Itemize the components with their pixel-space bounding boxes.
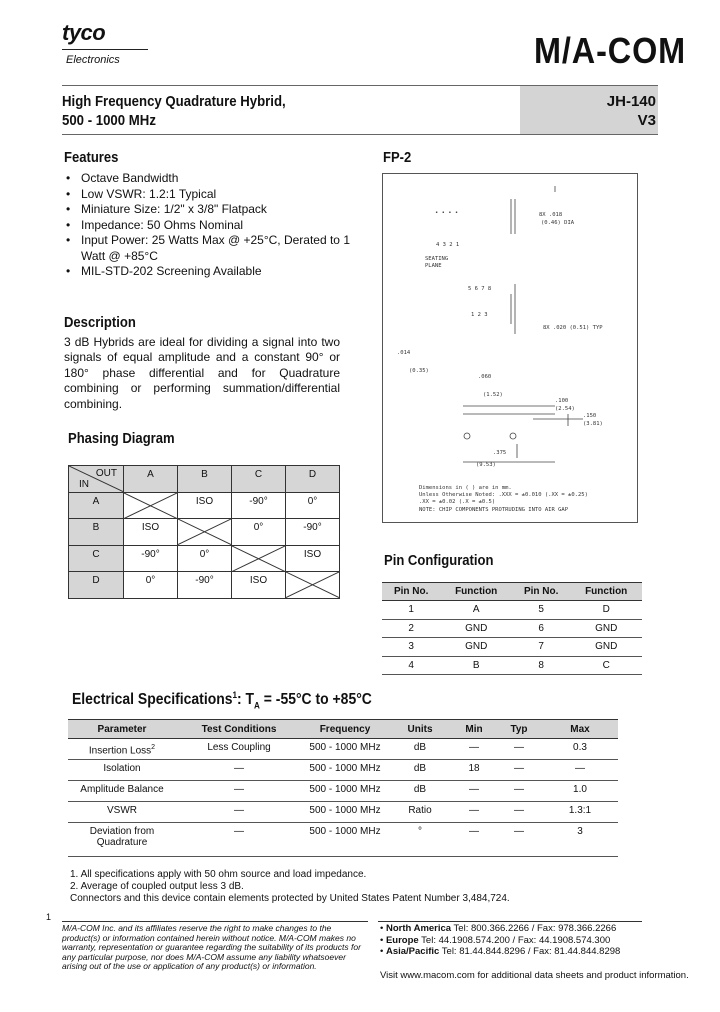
- electrical-cell-cond: Less Coupling: [176, 739, 302, 760]
- pin-config-table: [382, 582, 642, 675]
- electrical-cell-max: 3: [542, 823, 618, 857]
- phasing-row-header: C: [69, 545, 124, 572]
- dim-375: .375: [493, 450, 507, 456]
- pin-mark: [510, 433, 516, 439]
- phasing-diagonal-cell: [124, 492, 178, 519]
- note-line: 2. Average of coupled output less 3 dB.: [70, 881, 244, 892]
- pin-diameter-mm: (0.46) DIA: [541, 220, 575, 226]
- phasing-diagonal-cell: [178, 519, 232, 546]
- plane-label: PLANE: [425, 263, 442, 269]
- region-name: Asia/Pacific: [385, 946, 440, 958]
- electrical-row: [68, 802, 618, 823]
- electrical-heading: [72, 690, 372, 710]
- phasing-corner-cell: [69, 466, 124, 493]
- footer-visit: Visit www.macom.com for additional data sheets and product information.: [380, 970, 689, 981]
- pin-cell: GND: [440, 638, 512, 657]
- feature-item: • Miniature Size: 1/2" x 3/8" Flatpack: [64, 202, 354, 218]
- feature-item: • Low VSWR: 1.2:1 Typical: [64, 187, 354, 203]
- phasing-cell: -90°: [124, 545, 178, 572]
- product-title: [62, 92, 286, 130]
- electrical-cell-typ: —: [496, 739, 542, 760]
- electrical-cell-min: —: [452, 781, 496, 802]
- pin-col-header: Pin No.: [382, 583, 440, 601]
- phasing-row-header: A: [69, 492, 124, 519]
- electrical-cell-freq: 500 - 1000 MHz: [302, 781, 388, 802]
- phasing-cell: 0°: [286, 492, 340, 519]
- seating-label: SEATING: [425, 256, 449, 262]
- electrical-cell-max: 1.0: [542, 781, 618, 802]
- parameter-name: VSWR: [107, 805, 137, 816]
- electrical-cell-typ: —: [496, 802, 542, 823]
- electrical-cell-units: °: [388, 823, 452, 857]
- region-name: North America: [385, 923, 452, 934]
- part-number-box: [520, 86, 658, 134]
- phasing-row: [69, 519, 340, 546]
- electrical-row: [68, 760, 618, 781]
- parameter-name: Deviation from Quadrature: [89, 826, 155, 848]
- pin-row-top: 5 6 7 8: [468, 286, 492, 292]
- phasing-cell: ISO: [232, 572, 286, 599]
- electrical-heading-temp: : T: [237, 691, 255, 709]
- feature-item: • Input Power: 25 Watts Max @ +25°C, Derated to 1 Watt @ +85°C: [64, 233, 354, 264]
- note-line: Connectors and this device contain elements protected by United States Patent Number 3,484,724.: [70, 893, 510, 904]
- electrical-row: [68, 739, 618, 760]
- electrical-cell-cond: —: [176, 781, 302, 802]
- electrical-col-header: Typ: [496, 720, 542, 739]
- dim-035: (0.35): [409, 368, 429, 374]
- electrical-cell-units: dB: [388, 739, 452, 760]
- region-contact: Tel: 800.366.2266 / Fax: 978.366.2266: [453, 923, 617, 934]
- contact-line: • Asia/Pacific Tel: 81.44.844.8296 / Fax: 81.44.844.8298: [380, 946, 621, 958]
- electrical-cell-cond: —: [176, 760, 302, 781]
- electrical-cell-max: 1.3:1: [542, 802, 618, 823]
- electrical-cell-typ: —: [496, 760, 542, 781]
- part-number: JH-140: [606, 93, 656, 110]
- phasing-col-header: A: [124, 466, 178, 493]
- contact-line: • Europe Tel: 44.1908.574.200 / Fax: 44.1908.574.300: [380, 934, 611, 946]
- electrical-heading-sub: A: [254, 700, 260, 711]
- pin-row: [382, 601, 642, 620]
- description-heading: Description: [64, 315, 136, 331]
- phasing-header-row: [69, 466, 340, 493]
- dim-100: .100: [555, 398, 569, 404]
- phasing-row-header: D: [69, 572, 124, 599]
- macom-logo: M/A-COM: [534, 30, 687, 71]
- phasing-cell: -90°: [178, 572, 232, 599]
- electrical-col-header: Test Conditions: [176, 720, 302, 739]
- electrical-cell-min: —: [452, 739, 496, 760]
- phasing-diagonal-cell: [286, 572, 340, 599]
- footer-disclaimer: M/A-COM Inc. and its affiliates reserve the right to make changes to the product(s) or information contained herein without notice. M/A-COM makes no warranty, representation or guarantee regarding the suitability of its products for any particular purpose, nor does M/A-COM assume any liability whatsoever arising out of the use or application of any product(s) or information.: [62, 923, 361, 972]
- electrical-cell-units: dB: [388, 781, 452, 802]
- features-list: [64, 171, 354, 280]
- parameter-name: Amplitude Balance: [80, 784, 164, 795]
- phasing-row: [69, 545, 340, 572]
- phasing-cell: ISO: [286, 545, 340, 572]
- electrical-cell-freq: 500 - 1000 MHz: [302, 802, 388, 823]
- parameter-name: Insertion Loss: [88, 745, 152, 757]
- dim-060: .060: [478, 374, 492, 380]
- electrical-cell-units: dB: [388, 760, 452, 781]
- dim-caption-1: Dimensions in ( ) are in mm.: [419, 485, 512, 491]
- phasing-col-header: B: [178, 466, 232, 493]
- feature-item: • Impedance: 50 Ohms Nominal: [64, 218, 354, 234]
- pin-cell: C: [570, 656, 642, 675]
- pin-config-heading: Pin Configuration: [384, 553, 494, 569]
- phasing-table: [68, 465, 340, 599]
- pin-row: [382, 638, 642, 657]
- lead-width-label: 8X .020 (0.51) TYP: [543, 325, 603, 331]
- pin-row: [382, 619, 642, 638]
- product-title-line1: High Frequency Quadrature Hybrid,: [62, 93, 286, 110]
- electrical-header-row: [68, 720, 618, 739]
- corner-out: OUT: [95, 468, 117, 479]
- phasing-diagonal-cell: [232, 545, 286, 572]
- dot-mark: • • • •: [435, 210, 459, 216]
- dim-caption-3: .XX = ±0.02 (.X = ±0.5): [419, 499, 496, 505]
- pin-cell: A: [440, 601, 512, 620]
- electrical-cell-param: [68, 802, 176, 823]
- electrical-heading-footnote: 1: [232, 690, 238, 700]
- pin-one-mark: [464, 433, 470, 439]
- parameter-name: Isolation: [103, 763, 141, 774]
- dim-254: (2.54): [555, 406, 575, 412]
- electrical-row: [68, 781, 618, 802]
- pin-cell: B: [440, 656, 512, 675]
- phasing-row: [69, 492, 340, 519]
- tyco-subtitle: Electronics: [66, 54, 120, 66]
- phasing-cell: 0°: [232, 519, 286, 546]
- pin-cell: D: [570, 601, 642, 620]
- electrical-heading-range: = -55°C to +85°C: [259, 691, 372, 709]
- feature-item: • Octave Bandwidth: [64, 171, 354, 187]
- pin-cell: GND: [570, 619, 642, 638]
- electrical-cell-freq: 500 - 1000 MHz: [302, 823, 388, 857]
- region-contact: Tel: 81.44.844.8296 / Fax: 81.44.844.8298: [441, 946, 621, 958]
- electrical-cell-min: —: [452, 802, 496, 823]
- phasing-cell: 0°: [124, 572, 178, 599]
- region-contact: Tel: 44.1908.574.200 / Fax: 44.1908.574.300: [421, 934, 611, 946]
- dim-953: (9.53): [476, 462, 496, 468]
- product-title-line2: 500 - 1000 MHz: [62, 112, 156, 129]
- features-heading: Features: [64, 150, 119, 166]
- electrical-col-header: Parameter: [68, 720, 176, 739]
- notes: [70, 869, 630, 905]
- pin-cell: GND: [570, 638, 642, 657]
- electrical-col-header: Units: [388, 720, 452, 739]
- phasing-col-header: C: [232, 466, 286, 493]
- pin-diameter-label: 8X .018: [539, 212, 563, 218]
- corner-in: IN: [79, 478, 89, 490]
- pin-row-bottom: 4 3 2 1: [436, 242, 460, 248]
- electrical-col-header: Frequency: [302, 720, 388, 739]
- phasing-col-header: D: [286, 466, 340, 493]
- pin-row-mid: 1 2 3: [471, 312, 488, 318]
- electrical-cell-max: 0.3: [542, 739, 618, 760]
- electrical-cell-param: [68, 781, 176, 802]
- pin-cell: 4: [382, 656, 440, 675]
- electrical-cell-freq: 500 - 1000 MHz: [302, 760, 388, 781]
- electrical-cell-param: [68, 823, 176, 857]
- fp2-heading: FP-2: [383, 150, 412, 166]
- logo-divider: [62, 49, 148, 50]
- dim-150: .150: [583, 413, 597, 419]
- electrical-cell-param: [68, 760, 176, 781]
- footer-rule-right: [378, 921, 642, 922]
- electrical-heading-text: Electrical Specifications: [72, 691, 233, 709]
- pin-col-header: Pin No.: [512, 583, 570, 601]
- electrical-col-header: Max: [542, 720, 618, 739]
- dim-caption-2: Unless Otherwise Noted: .XXX = ±0.010 (.XX = ±0.25): [419, 492, 588, 498]
- pin-row: [382, 656, 642, 675]
- phasing-cell: 0°: [178, 545, 232, 572]
- phasing-cell: ISO: [124, 519, 178, 546]
- phasing-cell: ISO: [178, 492, 232, 519]
- note-line: 1. All specifications apply with 50 ohm source and load impedance.: [70, 869, 367, 880]
- version: V3: [637, 112, 656, 129]
- footer-rule-left: [62, 921, 368, 922]
- dim-014: .014: [397, 350, 411, 356]
- page-number: 1: [46, 912, 52, 922]
- phasing-heading: Phasing Diagram: [68, 431, 175, 447]
- electrical-row: [68, 823, 618, 857]
- pin-cell: 7: [512, 638, 570, 657]
- electrical-cell-typ: —: [496, 781, 542, 802]
- dim-152: (1.52): [483, 392, 503, 398]
- pin-cell: 8: [512, 656, 570, 675]
- electrical-cell-cond: —: [176, 823, 302, 857]
- fp2-outline-drawing: [382, 173, 638, 523]
- electrical-cell-units: Ratio: [388, 802, 452, 823]
- phasing-row-header: B: [69, 519, 124, 546]
- feature-item: • MIL-STD-202 Screening Available: [64, 264, 354, 280]
- electrical-cell-max: —: [542, 760, 618, 781]
- electrical-cell-min: 18: [452, 760, 496, 781]
- phasing-cell: -90°: [286, 519, 340, 546]
- pin-cell: 3: [382, 638, 440, 657]
- electrical-cell-typ: —: [496, 823, 542, 857]
- electrical-cell-cond: —: [176, 802, 302, 823]
- parameter-footnote: 2: [151, 744, 156, 751]
- electrical-table: [68, 719, 618, 857]
- pin-cell: 1: [382, 601, 440, 620]
- pin-header-row: [382, 583, 642, 601]
- dim-caption-4: NOTE: CHIP COMPONENTS PROTRUDING INTO AIR GAP: [419, 507, 569, 513]
- contact-line: • North America Tel: 800.366.2266 / Fax: 978.366.2266: [380, 923, 617, 934]
- phasing-row: [69, 572, 340, 599]
- pin-cell: 2: [382, 619, 440, 638]
- package-drawing: [383, 174, 639, 524]
- title-band: [62, 85, 658, 135]
- pin-col-header: Function: [570, 583, 642, 601]
- pin-cell: 5: [512, 601, 570, 620]
- electrical-cell-param: [68, 739, 176, 760]
- electrical-cell-freq: 500 - 1000 MHz: [302, 739, 388, 760]
- pin-cell: GND: [440, 619, 512, 638]
- region-name: Europe: [385, 934, 419, 946]
- description-text: 3 dB Hybrids are ideal for dividing a signal into two signals of equal amplitude and a constant 90° or 180° phase differential and for Quadrature combining or performing summation/differential combining.: [64, 335, 340, 411]
- electrical-col-header: Min: [452, 720, 496, 739]
- phasing-cell: -90°: [232, 492, 286, 519]
- pin-col-header: Function: [440, 583, 512, 601]
- pin-cell: 6: [512, 619, 570, 638]
- tyco-logo: tyco: [62, 20, 106, 45]
- dim-381: (3.81): [583, 421, 603, 427]
- footer-contacts: [380, 923, 660, 958]
- electrical-cell-min: —: [452, 823, 496, 857]
